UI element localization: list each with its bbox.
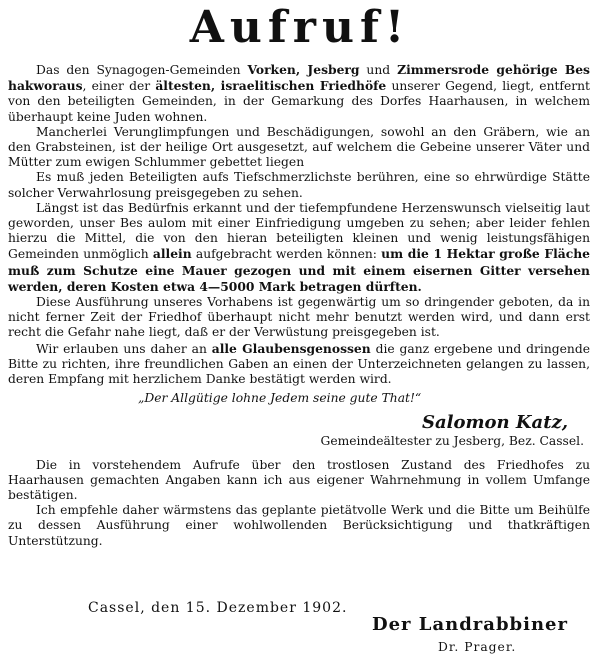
p1-bold-2: Zimmersrode gehörige Bes hakworaus [8, 62, 590, 94]
p6-text-1: Wir erlauben uns daher an [36, 341, 212, 356]
p6-bold-1: alle Glaubensgenossen [211, 340, 371, 356]
paragraph-3: Es muß jeden Beteiligten aufs Tiefschmerzlichste berühren, eine so ehrwürdige Stätte solcher Verwahrlosung preisgegeben zu sehen. [8, 170, 590, 200]
place-and-date: Cassel, den 15. Dezember 1902. [88, 600, 348, 616]
rabbi-name: Dr. Prager. [438, 640, 517, 654]
spacer [8, 450, 590, 458]
paragraph-4 [8, 201, 590, 295]
p1-text-2: und [359, 63, 398, 77]
p4-bold-2: um die 1 Hektar große Fläche muß zum Schutze eine Mauer gezogen und mit einem eisernen Gitter versehen werden, deren Kosten etwa 4—5000 Mark betragen dürften. [8, 246, 590, 294]
p4-text-2: aufgebracht werden können: [191, 247, 382, 262]
p1-bold-1: Vorken, Jesberg [247, 62, 360, 77]
paragraph-6 [8, 341, 590, 388]
rabbi-title: Der Landrabbiner [372, 614, 568, 635]
blessing-quote: „Der Allgütige lohne Jedem seine gute That!“ [138, 391, 422, 406]
p6-text-2: die ganz ergebene und dringende Bitte zu richten, ihre freundlichen Gaben an einen der Unterzeichneten gelangen zu lassen, deren Empfang mit herzlichem Danke bestätigt werden wird. [8, 341, 590, 387]
signer-role: Gemeindeältester zu Jesberg, Bez. Cassel. [320, 434, 584, 449]
p4-text-1: Längst ist das Bedürfnis erkannt und der tiefempfundene Herzenswunsch vielseitig laut geworden, unser Bes aulom mit einer Einfriedigung umgeben zu sehen; aber leider fehlen hierzu die Mittel, die von den hieran beteiligten kleinen und wenig leistungsfähigen Gemeinden unmöglich [8, 200, 590, 262]
p1-text-3: , einer der [82, 79, 156, 94]
paragraph-7: Die in vorstehendem Aufrufe über den trostlosen Zustand des Friedhofes zu Haarhausen gemachten Angaben kann ich aus eigener Wahrnehmung in vollem Umfange bestätigen. [8, 457, 590, 503]
p1-text-1: Das den Synagogen-Gemeinden [36, 63, 248, 77]
paragraph-2: Mancherlei Verunglimpfungen und Beschädigungen, sowohl an den Gräbern, wie an den Grabsteinen, ist der heilige Ort ausgesetzt, auf welchem die Gebeine unserer Väter und Mütter zum ewigen Schlummer gebettet liegen [8, 124, 590, 170]
p1-text-4: unserer Gegend, liegt, entfernt von den beteiligten Gemeinden, in der Gemarkung des Dorfes Haarhausen, in welchem überhaupt keine Juden wohnen. [8, 79, 591, 124]
paragraph-1 [8, 62, 590, 125]
signer-name: Salomon Katz, [421, 412, 568, 434]
p1-bold-3: ältesten, israelitischen Friedhöfe [155, 78, 387, 94]
paragraph-8: Ich empfehle daher wärmstens das geplante pietätvolle Werk und die Bitte um Beihülfe zu dessen Ausführung einer wohlwollenden Berücksichtigung und thatkräftigen Unterstützung. [8, 503, 590, 548]
paragraph-5: Diese Ausführung unseres Vorhabens ist gegenwärtig um so dringender geboten, da in nicht ferner Zeit der Friedhof überhaupt nicht mehr benutzt werden wird, und dann erst recht die Gefahr nahe liegt, daß er der Verwüstung preisgegeben ist. [8, 295, 590, 340]
notice-body [8, 62, 590, 549]
p4-bold-1: allein [152, 246, 192, 262]
notice-title: Aufruf! [189, 2, 411, 53]
